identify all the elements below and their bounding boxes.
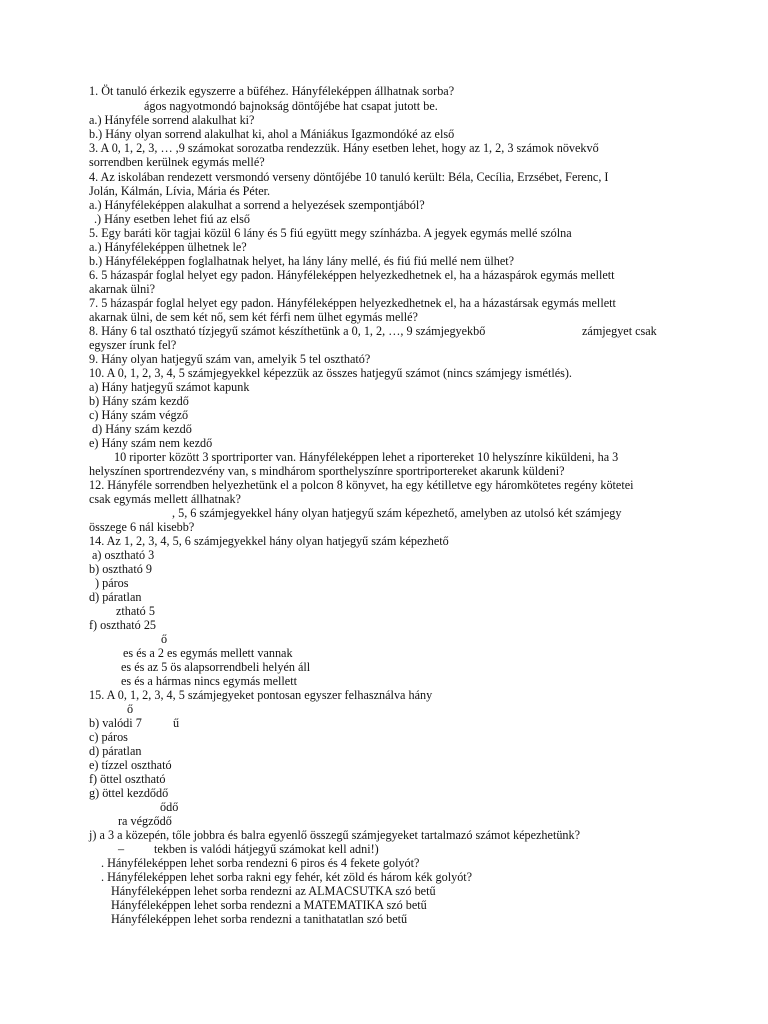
text-line: a) Hány hatjegyű számot kapunk: [89, 380, 250, 394]
text-line: b.) Hányféleképpen foglalhatnak helyet, ha lány lány mellé, és fiú fiú mellé nem ülhet?: [89, 254, 515, 268]
text-line: 5. Egy baráti kör tagjai közül 6 lány és 5 fiú együtt megy színházba. A jegyek egymás mellé szólna: [89, 226, 572, 240]
text-line: összege 6 nál kisebb?: [89, 520, 195, 534]
text-line: 10 riporter között 3 sportriporter van. Hányféleképpen lehet a riportereket 10 helyszínre kiküldeni, ha 3: [114, 450, 619, 464]
text-line: tekben is valódi hátjegyű számokat kell adni!): [154, 842, 379, 856]
text-line: f) öttel osztható: [89, 772, 166, 786]
text-line: 12. Hányféle sorrendben helyezhetünk el a polcon 8 könyvet, ha egy kétilletve egy háromkötetes regény kötetei: [89, 478, 634, 492]
text-line: 9. Hány olyan hatjegyű szám van, amelyik 5 tel osztható?: [89, 352, 371, 366]
text-line: 15. A 0, 1, 2, 3, 4, 5 számjegyeket pontosan egyszer felhasználva hány: [89, 688, 433, 702]
text-line: akarnak ülni?: [89, 282, 155, 296]
text-line: b) valódi 7: [89, 716, 142, 730]
text-line: 8. Hány 6 tal osztható tízjegyű számot készíthetünk a 0, 1, 2, …, 9 számjegyekbő: [89, 324, 486, 338]
text-line: b) Hány szám kezdő: [89, 394, 189, 408]
text-line: . Hányféleképpen lehet sorba rendezni 6 piros és 4 fekete golyót?: [101, 856, 420, 870]
text-line: 14. Az 1, 2, 3, 4, 5, 6 számjegyekkel hány olyan hatjegyű szám képezhető: [89, 534, 449, 548]
text-line: Jolán, Kálmán, Lívia, Mária és Péter.: [89, 184, 271, 198]
text-line: es és az 5 ös alapsorrendbeli helyén áll: [121, 660, 311, 674]
text-line: 3. A 0, 1, 2, 3, … ,9 számokat sorozatba rendezzük. Hány esetben lehet, hogy az 1, 2, 3 számok növekvő: [89, 141, 599, 155]
text-line: helyszínen sportrendezvény van, s mindhárom sporthelyszínre sportriportereket akarunk küldeni?: [89, 464, 565, 478]
text-line: es és a 2 es egymás mellett vannak: [123, 646, 293, 660]
text-line: Hányféleképpen lehet sorba rendezni az ALMACSUTKA szó betű: [111, 884, 436, 898]
text-line: sorrendben kerülnek egymás mellé?: [89, 155, 265, 169]
text-line: c) Hány szám végző: [89, 408, 189, 422]
text-line: 6. 5 házaspár foglal helyet egy padon. Hányféleképpen helyezkedhetnek el, ha a házaspárok egymás mellett: [89, 268, 615, 282]
text-line: akarnak ülni, de sem két nő, sem két férfi nem ülhet egymás mellé?: [89, 310, 418, 324]
text-line: ) páros: [95, 576, 129, 590]
text-line: d) páratlan: [89, 590, 142, 604]
text-line: e) Hány szám nem kezdő: [89, 436, 213, 450]
text-line: j) a 3 a közepén, tőle jobbra és balra egyenlő összegű számjegyeket tartalmazó számot képezhetünk?: [89, 828, 581, 842]
text-line: zámjegyet csak: [582, 324, 657, 338]
text-line: 4. Az iskolában rendezett versmondó verseny döntőjébe 10 tanuló került: Béla, Cecília, Erzsébet, Ferenc, I: [89, 170, 609, 184]
text-line: ágos nagyotmondó bajnokság döntőjébe hat csapat jutott be.: [144, 99, 438, 113]
text-line: Hányféleképpen lehet sorba rendezni a MATEMATIKA szó betű: [111, 898, 427, 912]
text-line: 1. Öt tanuló érkezik egyszerre a büféhez. Hányféleképpen állhatnak sorba?: [89, 84, 455, 98]
text-line: a.) Hányféleképpen ülhetnek le?: [89, 240, 247, 254]
text-line: a) osztható 3: [92, 548, 155, 562]
text-line: b) osztható 9: [89, 562, 152, 576]
text-line: 10. A 0, 1, 2, 3, 4, 5 számjegyekkel képezzük az összes hatjegyű számot (nincs számjegy ismétlés).: [89, 366, 572, 380]
text-line: ő: [127, 702, 134, 716]
text-line: –: [118, 842, 125, 856]
text-line: ődő: [160, 800, 179, 814]
text-line: Hányféleképpen lehet sorba rendezni a tanithatatlan szó betű: [111, 912, 408, 926]
text-line: d) Hány szám kezdő: [92, 422, 192, 436]
text-line: csak egymás mellett állhatnak?: [89, 492, 241, 506]
text-line: , 5, 6 számjegyekkel hány olyan hatjegyű szám képezhető, amelyben az utolsó két számjegy: [172, 506, 622, 520]
text-line: g) öttel kezdődő: [89, 786, 169, 800]
text-line: ű: [173, 716, 180, 730]
text-line: egyszer írunk fel?: [89, 338, 177, 352]
text-line: . Hányféleképpen lehet sorba rakni egy fehér, két zöld és három kék golyót?: [101, 870, 473, 884]
text-line: 7. 5 házaspár foglal helyet egy padon. Hányféleképpen helyezkedhetnek el, ha a házastársak egymás mellett: [89, 296, 616, 310]
text-line: .) Hány esetben lehet fiú az első: [94, 212, 251, 226]
text-line: ztható 5: [116, 604, 155, 618]
text-line: b.) Hány olyan sorrend alakulhat ki, ahol a Mániákus Igazmondóké az első: [89, 127, 455, 141]
text-line: c) páros: [89, 730, 128, 744]
text-line: f) osztható 25: [89, 618, 157, 632]
text-line: d) páratlan: [89, 744, 142, 758]
text-line: ő: [161, 632, 168, 646]
text-line: a.) Hányféleképpen alakulhat a sorrend a helyezések szempontjából?: [89, 198, 425, 212]
text-line: a.) Hányféle sorrend alakulhat ki?: [89, 113, 255, 127]
text-line: es és a hármas nincs egymás mellett: [121, 674, 297, 688]
text-line: ra végződő: [118, 814, 172, 828]
text-line: e) tízzel osztható: [89, 758, 172, 772]
